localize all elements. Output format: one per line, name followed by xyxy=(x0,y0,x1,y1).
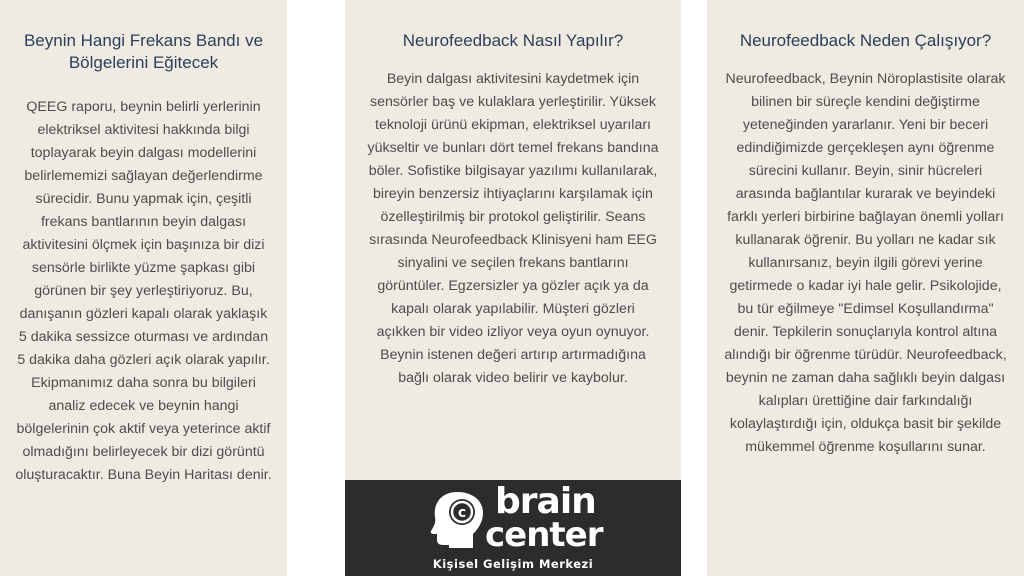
column-body: Beyin dalgası aktivitesini kaydetmek için sensörler baş ve kulaklara yerleştirilir. Yüksek teknoloji ürünü ekipman, elektriksel uyarıları yükseltir ve bunları dört temel frekans bandına böler. Sofistike bilgisayar yazılımı kullanılarak, bireyin benzersiz ihtiyaçlarını karşılamak için özelleştirilmiş bir protokol geliştirilir. Seans sırasında Neurofeedback Klinisyeni ham EEG sinyalini ve seçilen frekans bantlarını görüntüler. Egzersizler ya gözler açık ya da kapalı olarak yapılabilir. Müşteri gözleri açıkken bir video izliyor veya oyun oynuyor. Beynin istenen değeri artırıp artırmadığına bağlı olarak video belirir ve kaybolur. xyxy=(367,71,659,386)
brain-center-logo xyxy=(345,480,681,576)
svg-text:c: c xyxy=(457,505,467,521)
column-title: Beynin Hangi Frekans Bandı ve Bölgelerini Eğitecek xyxy=(23,31,264,72)
column-why xyxy=(707,0,1024,576)
column-body: QEEG raporu, beynin belirli yerlerinin elektriksel aktivitesi hakkında bilgi toplayarak beyin dalgası modellerini belirlememizi sağlayan değerlendirme sürecidir. Bunu yapmak için, çeşitli frekans bantlarının beyin dalgası aktivitesini ölçmek için başınıza bir dizi sensörle birlikte yüzme şapkası gibi görünen bir şey yerleştiriyoruz. Bu, danışanın gözleri kapalı olarak yaklaşık 5 dakika sessizce oturması ve ardından 5 dakika daha gözleri açık olarak yapılır. Ekipmanımız daha sonra bu bilgileri analiz edecek ve beynin hangi bölgelerinin çok aktif veya yeterince aktif olmadığını belirleyecek bir dizi görüntü oluşturacaktır. Buna Beyin Haritası denir. xyxy=(15,99,272,483)
logo-brand-line1: brain xyxy=(495,481,596,522)
head-profile-icon xyxy=(429,490,485,548)
column-body: Neurofeedback, Beynin Nöroplastisite olarak bilinen bir süreçle kendini değiştirme yeteneğinden yararlanır. Yeni bir beceri edindiğimizde gerçekleşen aynı öğrenme sürecini kullanır. Beyin, sinir hücreleri arasında bağlantılar kurarak ve beyindeki farklı yerleri birbirine bağlayan önemli yolları kullanarak öğrenir. Bu yolları ne kadar sık kullanırsanız, beyin ilgili görevi yerine getirmede o kadar iyi hale gelir. Psikolojide, bu tür eğilmeye "Edimsel Koşullandırma" denir. Tepkilerin sonuçlarıyla kontrol altına alındığı bir öğrenme türüdür. Neurofeedback, beynin ne zaman daha sağlıklı beyin dalgası kalıpları ürettiğine dair farkındalığı kolaylaştırdığı için, oldukça basit bir şekilde mükemmel öğrenme koşullarını sunar. xyxy=(724,71,1007,455)
logo-brand-line2: center xyxy=(485,515,603,555)
column-title: Neurofeedback Nasıl Yapılır? xyxy=(402,31,624,50)
column-qeeg xyxy=(0,0,287,576)
column-title: Neurofeedback Neden Çalışıyor? xyxy=(739,31,992,50)
logo-tagline: Kişisel Gelişim Merkezi xyxy=(432,557,594,571)
